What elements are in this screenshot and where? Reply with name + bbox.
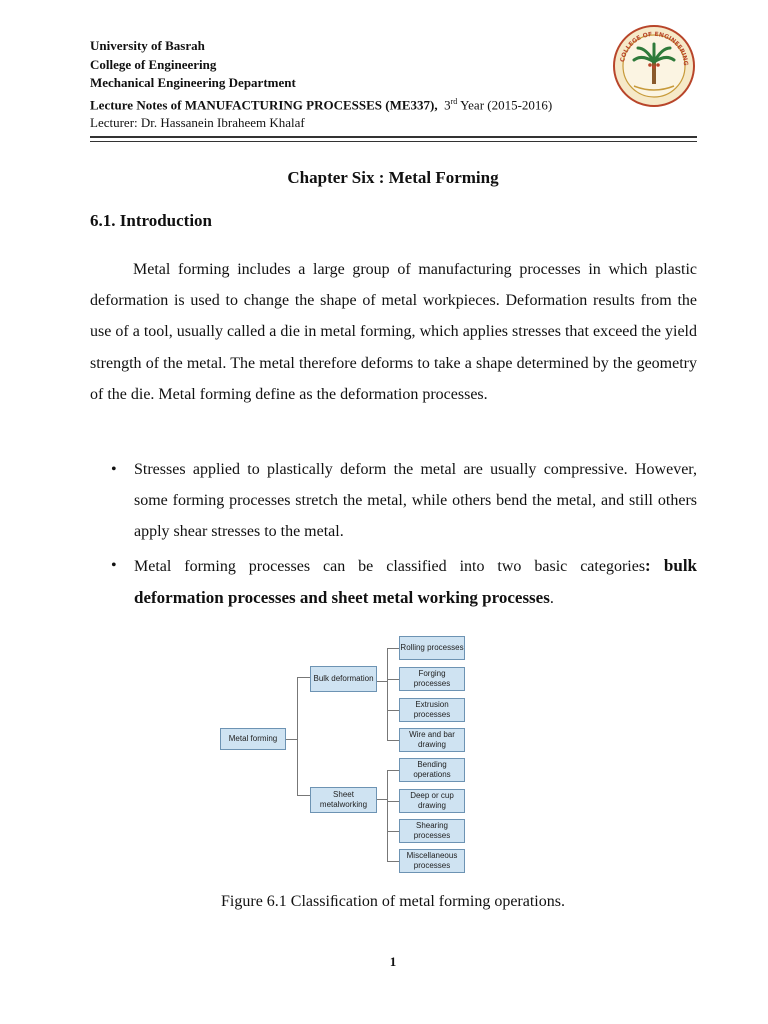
- chapter-title: Chapter Six : Metal Forming: [287, 168, 499, 187]
- diagram-node-misc: Miscellaneous processes: [399, 849, 465, 873]
- connector-line: [387, 648, 388, 741]
- diagram-node-root: Metal forming: [220, 728, 286, 750]
- bullet-bold-text: : bulk deformation processes and sheet metal working processes: [134, 555, 697, 607]
- diagram-node-bending: Bending operations: [399, 758, 465, 782]
- year-superscript: rd: [450, 96, 458, 106]
- connector-line: [377, 681, 387, 682]
- bullet-item: [90, 550, 697, 614]
- diagram-node-forging: Forging processes: [399, 667, 465, 691]
- diagram-node-extrusion: Extrusion processes: [399, 698, 465, 722]
- department-name: Mechanical Engineering Department: [90, 75, 296, 90]
- section-heading: 6.1. Introduction: [90, 211, 213, 230]
- intro-paragraph: [90, 254, 697, 410]
- connector-line: [387, 861, 399, 862]
- diagram-node-rolling: Rolling processes: [399, 636, 465, 660]
- intro-paragraph-text: Metal forming includes a large group of manufacturing processes in which plastic deformation is used to change the shape of metal workpieces. Deformation results from the use of a tool, usually called a die in metal forming, which applies stresses that exceed the yield strength of the metal. The metal therefore deforms to take a shape determined by the geometry of the die. Metal forming define as the deformation processes.: [90, 261, 697, 403]
- bullet-dot-icon: •: [111, 556, 117, 574]
- bullet-list: [90, 454, 697, 616]
- connector-line: [387, 801, 399, 802]
- diagram-node-sheet: Sheet metalworking: [310, 787, 377, 813]
- svg-text:COLLEGE OF ENGINEERING: COLLEGE OF ENGINEERING: [619, 30, 690, 67]
- connector-line: [387, 679, 399, 680]
- bullet-item: [90, 454, 697, 548]
- connector-line: [387, 648, 399, 649]
- diagram-node-deep-drawing: Deep or cup drawing: [399, 789, 465, 813]
- year-number: 3: [444, 96, 451, 112]
- university-seal-logo: [612, 24, 696, 108]
- connector-line: [387, 831, 399, 832]
- bullet-text: Metal forming processes can be classified into two basic categories: [134, 557, 646, 575]
- connector-line: [297, 677, 298, 795]
- diagram-node-wire-bar: Wire and bar drawing: [399, 728, 465, 752]
- classification-diagram: [218, 632, 468, 877]
- header-divider-thin: [90, 141, 697, 142]
- document-header: [90, 37, 552, 133]
- connector-line: [387, 770, 399, 771]
- course-line: [90, 93, 552, 115]
- connector-line: [297, 677, 310, 678]
- page-number: 1: [389, 954, 397, 969]
- university-name: University of Basrah: [90, 38, 205, 53]
- header-divider-thick: [90, 136, 697, 138]
- diagram-node-shearing: Shearing processes: [399, 819, 465, 843]
- college-name: College of Engineering: [90, 56, 217, 72]
- diagram-node-bulk: Bulk deformation: [310, 666, 377, 692]
- course-title: Lecture Notes of MANUFACTURING PROCESSES (ME337),: [90, 96, 438, 112]
- connector-line: [285, 739, 297, 740]
- figure-caption: Figure 6.1 Classiﬁcation of metal forming operations.: [221, 893, 565, 910]
- connector-line: [297, 795, 310, 796]
- connector-line: [387, 770, 388, 862]
- connector-line: [387, 740, 399, 741]
- year-range: Year (2015-2016): [460, 96, 553, 112]
- bullet-text: Stresses applied to plastically deform the metal are usually compressive. However, some forming processes stretch the metal, while others bend the metal, and still others apply shear stresses to the metal.: [134, 461, 697, 541]
- connector-line: [387, 710, 399, 711]
- bullet-end: .: [549, 589, 554, 607]
- lecturer-name: Lecturer: Dr. Hassanein Ibraheem Khalaf: [90, 115, 305, 131]
- bullet-dot-icon: •: [111, 461, 117, 478]
- connector-line: [377, 799, 387, 800]
